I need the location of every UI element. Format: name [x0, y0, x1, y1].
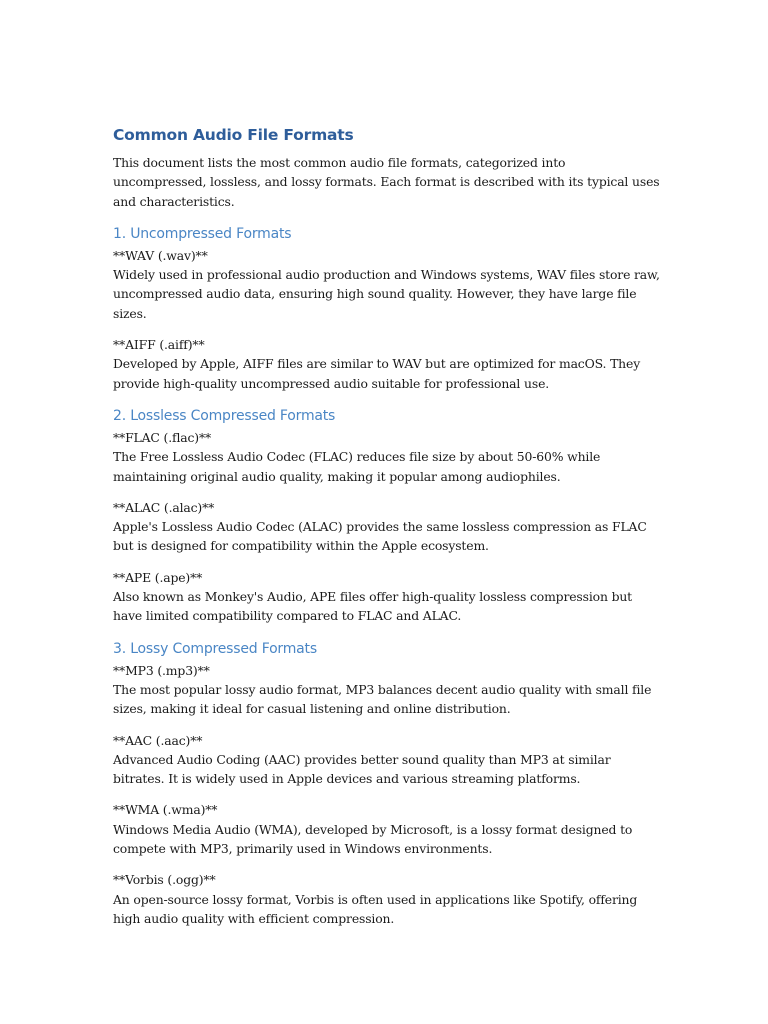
format-entry-wav: [113, 246, 661, 323]
intro-paragraph: This document lists the most common audio file formats, categorized into uncompressed, lossless, and lossy formats. Each format is described with its typical uses and characteristics.: [113, 155, 660, 209]
format-entry-vorbis: [113, 870, 661, 928]
section-heading: 2. Lossless Compressed Formats: [113, 407, 336, 424]
format-description: Windows Media Audio (WMA), developed by Microsoft, is a lossy format designed to compete with MP3, primarily used in Windows environments.: [113, 821, 633, 857]
format-description: The Free Lossless Audio Codec (FLAC) reduces file size by about 50-60% while maintaining original audio quality, making it popular among audiophiles.: [113, 449, 601, 484]
format-name: **WMA (.wma)**: [113, 802, 218, 818]
format-entry-flac: [113, 428, 661, 486]
format-description: The most popular lossy audio format, MP3 balances decent audio quality with small file sizes, making it ideal for casual listening and online distribution.: [113, 681, 652, 717]
format-entry-aiff: [113, 335, 661, 393]
document-page: [113, 124, 661, 928]
format-description: Widely used in professional audio production and Windows systems, WAV files store raw, uncompressed audio data, ensuring high sound quality. However, they have large file sizes.: [113, 267, 660, 321]
document-title: Common Audio File Formats: [113, 126, 354, 144]
format-entry-ape: [113, 568, 661, 626]
format-name: **FLAC (.flac)**: [113, 429, 212, 445]
section-heading: 1. Uncompressed Formats: [113, 225, 292, 242]
format-name: **APE (.ape)**: [113, 569, 203, 585]
section-heading: 3. Lossy Compressed Formats: [113, 640, 317, 657]
format-name: **Vorbis (.ogg)**: [113, 872, 216, 888]
section-lossy: [113, 639, 661, 929]
section-lossless: [113, 406, 661, 626]
format-entry-wma: [113, 800, 661, 858]
format-name: **AIFF (.aiff)**: [113, 337, 205, 353]
format-description: Also known as Monkey's Audio, APE files offer high-quality lossless compression but have limited compatibility compared to FLAC and ALAC.: [113, 589, 633, 624]
format-name: **WAV (.wav)**: [113, 247, 208, 263]
section-uncompressed: [113, 224, 661, 393]
format-description: Advanced Audio Coding (AAC) provides better sound quality than MP3 at similar bitrates. It is widely used in Apple devices and various streaming platforms.: [113, 751, 611, 787]
format-entry-aac: [113, 731, 661, 789]
format-name: **MP3 (.mp3)**: [113, 662, 210, 678]
format-description: Apple's Lossless Audio Codec (ALAC) provides the same lossless compression as FLAC but is designed for compatibility within the Apple ecosystem.: [113, 519, 647, 554]
format-name: **AAC (.aac)**: [113, 732, 203, 748]
format-description: Developed by Apple, AIFF files are similar to WAV but are optimized for macOS. They provide high-quality uncompressed audio suitable for professional use.: [113, 356, 641, 391]
format-name: **ALAC (.alac)**: [113, 499, 215, 515]
format-entry-alac: [113, 498, 661, 556]
format-entry-mp3: [113, 661, 661, 719]
format-description: An open-source lossy format, Vorbis is often used in applications like Spotify, offering high audio quality with efficient compression.: [113, 891, 638, 926]
